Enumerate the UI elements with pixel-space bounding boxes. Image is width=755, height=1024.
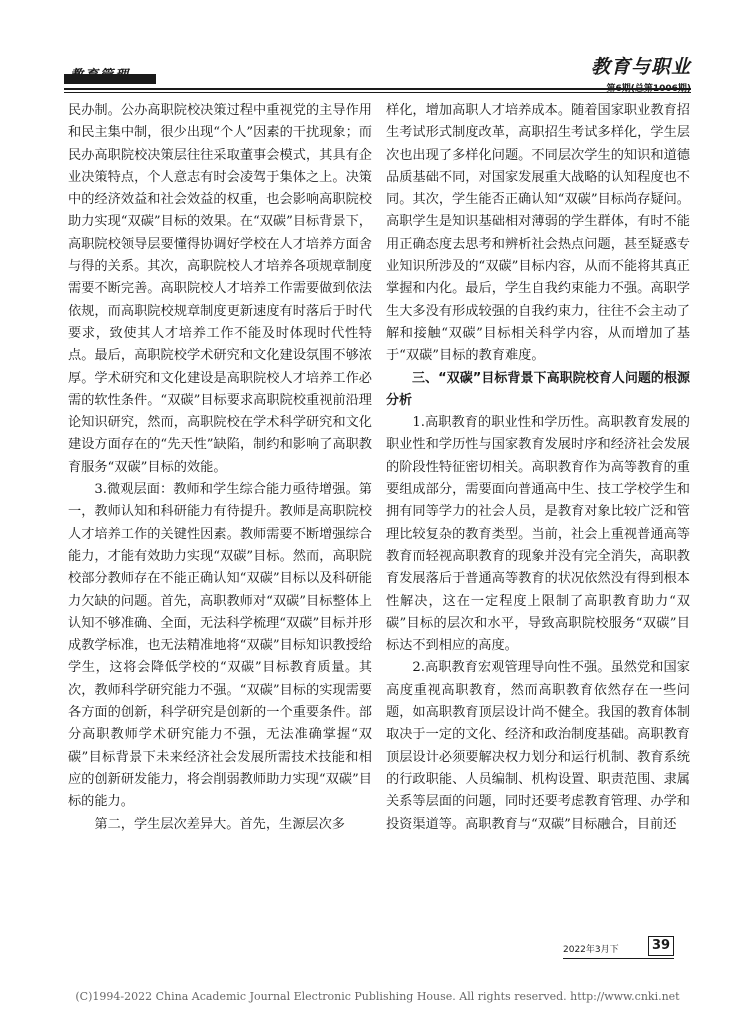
journal-logo: 教育与职业: [590, 56, 691, 78]
footer-rule: [563, 958, 674, 959]
paragraph: 2.高职教育宏观管理导向性不强。虽然党和国家高度重视高职教育，然而高职教育依然存在一些问题，如高职教育顶层设计尚不健全。我国的教育体制取决于一定的文化、经济和政治制度基础。高职教育顶层设计必须要解决权力划分和运行机制、教育系统的行政职能、人员编制、机构设置、职责范围、隶属关系等层面的问题，同时还要考虑教育管理、办学和投资渠道等。高职教育与“双碳”目标融合，目前还: [386, 660, 690, 832]
paragraph: 第二，学生层次差异大。首先，生源层次多: [94, 816, 345, 832]
header-rule: [64, 88, 691, 90]
section-badge: [64, 62, 156, 84]
section-heading: 三、“双碳”目标背景下高职院校育人问题的根源分析: [386, 370, 690, 408]
left-column: [68, 100, 372, 836]
section-label: 教育管理: [70, 68, 131, 83]
paragraph: 样化，增加高职人才培养成本。随着国家职业教育招生考试形式制度改革，高职招生考试多样化，学生层次也出现了多样化问题。不同层次学生的知识和道德品质基础不同，对国家发展重大战略的认知程度也不同。其次，学生能否正确认知“双碳”目标尚存疑问。高职学生是知识基础相对薄弱的学生群体，有时不能用正确态度去思考和辨析社会热点问题，甚至疑惑专业知识所涉及的“双碳”目标内容，从而不能将其真正掌握和内化。最后，学生自我约束能力不强。高职学生大多没有形成较强的自我约束力，往往不会主动了解和接触“双碳”目标相关科学内容，从而增加了基于“双碳”目标的教育难度。: [386, 103, 690, 364]
issue-date: 2022年3月下: [563, 945, 619, 955]
header-rule-thin: [64, 92, 691, 93]
page-number: 39: [648, 936, 674, 956]
copyright-notice: (C)1994-2022 China Academic Journal Electronic Publishing House. All rights reserved. http://www.cnki.net: [75, 990, 680, 1003]
right-column: [386, 100, 690, 836]
paragraph: 1.高职教育的职业性和学历性。高职教育发展的职业性和学历性与国家教育发展时序和经济社会发展的阶段性特征密切相关。高职教育作为高等教育的重要组成部分，需要面向普通高中生、技工学校学生和拥有同等学力的社会人员，是教育对象比较广泛和管理比较复杂的教育类型。当前，社会上重视普通高等教育而轻视高职教育的现象并没有完全消失，高职教育发展落后于普通高等教育的状况依然没有得到根本性解决，这在一定程度上限制了高职教育助力“双碳”目标的层次和水平，导致高职院校服务“双碳”目标达不到相应的高度。: [386, 415, 690, 654]
paragraph: 3.微观层面：教师和学生综合能力亟待增强。第一，教师认知和科研能力有待提升。教师是高职院校人才培养工作的关键性因素。教师需要不断增强综合能力，才能有效助力实现“双碳”目标。然而，高职院校部分教师存在不能正确认知“双碳”目标以及科研能力欠缺的问题。首先，高职教师对“双碳”目标整体上认知不够准确、全面，无法科学梳理“双碳”目标并形成教学标准，也无法精准地将“双碳”目标知识教授给学生，这将会降低学校的“双碳”目标教育质量。其次，教师科学研究能力不强。“双碳”目标的实现需要各方面的创新，科学研究是创新的一个重要条件。部分高职教师学术研究能力不强，无法准确掌握“双碳”目标背景下未来经济社会发展所需技术技能和相应的创新研发能力，将会削弱教师助力实现“双碳”目标的能力。: [68, 482, 372, 810]
paragraph: 民办制。公办高职院校决策过程中重视党的主导作用和民主集中制，很少出现“个人”因素的干扰现象；而民办高职院校决策层往往采取董事会模式，其具有企业决策特点，个人意志有时会凌驾于集体之上。决策中的经济效益和社会效益的权重，也会影响高职院校助力实现“双碳”目标的效果。在“双碳”目标背景下，高职院校领导层要懂得协调好学校在人才培养方面舍与得的关系。其次，高职院校人才培养各项规章制度需要不断完善。高职院校人才培养工作需要做到依法依规，而高职院校规章制度更新速度有时落后于时代要求，致使其人才培养工作不能及时体现时代性特点。最后，高职院校学术研究和文化建设氛围不够浓厚。学术研究和文化建设是高职院校人才培养工作必需的软性条件。“双碳”目标要求高职院校重视前沿理论知识研究，然而，高职院校在学术科学研究和文化建设方面存在的“先天性”缺陷，制约和影响了高职教育服务“双碳”目标的效能。: [68, 103, 372, 475]
